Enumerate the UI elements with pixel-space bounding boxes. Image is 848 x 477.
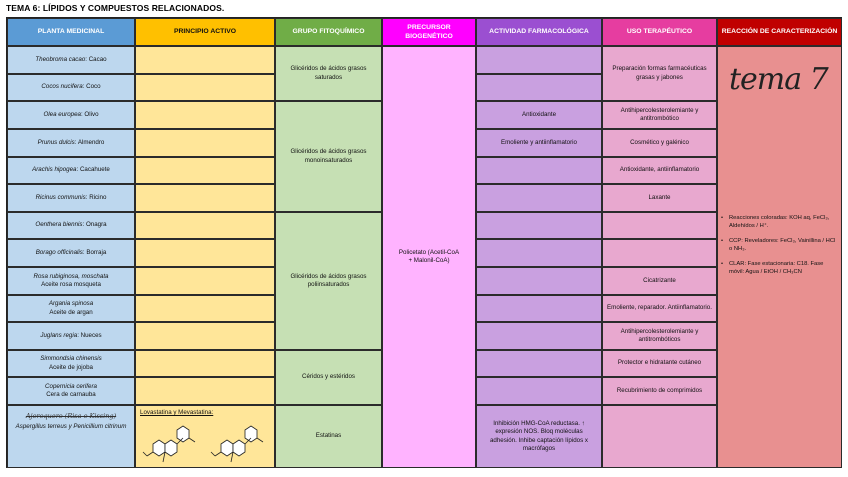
actividad-cell: [476, 295, 602, 322]
uso-cell: Cosmético y galénico: [602, 129, 717, 157]
principio-cell: [135, 350, 275, 377]
grupo-cell: Glicéridos de ácidos grasos monoinsaturados: [275, 101, 382, 212]
plant-row: [7, 350, 135, 377]
actividad-cell: [476, 157, 602, 184]
principio-label: Lovastatina y Mevastatina:: [140, 409, 214, 416]
principio-cell: [135, 74, 275, 101]
table: [6, 17, 842, 468]
principio-cell: [135, 184, 275, 212]
principio-cell: [135, 129, 275, 157]
principio-cell: [135, 157, 275, 184]
principio-cell: [135, 239, 275, 267]
header-reaccion: REACCIÓN DE CARACTERIZACIÓN: [717, 18, 842, 46]
header-planta: PLANTA MEDICINAL: [7, 18, 135, 46]
plant-row: [7, 405, 135, 468]
actividad-cell: Antioxidante: [476, 101, 602, 129]
plant-row: Ricinus communis: Ricino: [7, 184, 135, 212]
plant-common-name: Cacahuete: [79, 166, 110, 174]
plant-row: Theobroma cacao: Cacao: [7, 46, 135, 74]
plant-common-name: Onagra: [85, 221, 107, 229]
actividad-cell: [476, 46, 602, 74]
plant-common-name: Aceite rosa mosqueta: [41, 281, 101, 288]
uso-cell: Emoliente, reparador. Antiinflamatorio.: [602, 295, 717, 322]
plant-scientific-name: Olea europea: [43, 110, 81, 118]
uso-cell: [602, 239, 717, 267]
actividad-cell: [476, 212, 602, 239]
plant-common-name: Olivo: [84, 110, 99, 118]
actividad-cell: [476, 267, 602, 295]
plant-row: Olea europea: Olivo: [7, 101, 135, 129]
actividad-cell: [476, 350, 602, 377]
list-item-text: CLAR: Fase estacionaria: C18. Fase móvil: Agua / EtOH / CH₃CN: [729, 260, 824, 275]
principio-cell: [135, 267, 275, 295]
plant-row: Cocos nucifera: Coco: [7, 74, 135, 101]
uso-cell: [602, 405, 717, 468]
handwritten-note: tema 7: [729, 62, 828, 97]
plant-scientific-name: Copernicia cerifera: [45, 382, 97, 390]
actividad-cell: Inhibición HMG-CoA reductasa. ↑ expresión NOS. Bloq moléculas adhesión. Inhibe captación lípidos x macrófagos: [476, 405, 602, 468]
header-principio: PRINCIPIO ACTIVO: [135, 18, 275, 46]
grupo-cell: Glicéridos de ácidos grasos poliinsaturados: [275, 212, 382, 350]
plant-common-name: Aceite de jojoba: [48, 363, 94, 371]
plant-scientific-name: Simmondsia chinensis: [40, 355, 102, 363]
uso-cell: [602, 212, 717, 239]
plant-row: Oenthera biennis: Onagra: [7, 212, 135, 239]
actividad-cell: [476, 184, 602, 212]
plant-scientific-name: Prunus dulcis: [37, 138, 75, 146]
plant-scientific-name: Oenthera biennis: [35, 221, 83, 229]
list-item-text: Reacciones coloradas: KOH aq, FeCl₃, Aldehídos / H⁺.: [729, 215, 830, 230]
grupo-cell: Glicéridos de ácidos grasos saturados: [275, 46, 382, 101]
header-actividad: ACTIVIDAD FARMACOLÓGICA: [476, 18, 602, 46]
plant-common-name: Coco: [86, 83, 101, 91]
uso-cell: Antioxidante, antiinflamatorio: [602, 157, 717, 184]
list-item-text: CCP: Reveladores: FeCl₃, Vainillina / HCl o NH₃.: [729, 237, 836, 253]
plant-common-name: Nueces: [80, 331, 102, 339]
uso-cell: Protector e hidratante cutáneo: [602, 350, 717, 377]
plant-common-name: Borraja: [86, 248, 107, 256]
plant-scientific-name: Aspergillus terreus y Penicillium citrinum: [15, 422, 127, 430]
principio-cell: [135, 295, 275, 322]
header-grupo: GRUPO FITOQUÍMICO: [275, 18, 382, 46]
actividad-cell: [476, 322, 602, 350]
uso-cell: Cicatrizante: [602, 267, 717, 295]
plant-scientific-name: Argania spinosa: [48, 300, 94, 308]
plant-common-name: Aceite de argan: [49, 308, 93, 316]
plant-common-name: Ricino: [89, 193, 107, 201]
grupo-cell: Estatinas: [275, 405, 382, 468]
actividad-cell: [476, 239, 602, 267]
plant-common-name: Cera de carnauba: [46, 391, 96, 398]
plant-row: [7, 295, 135, 322]
precursor-cell: Policetato (Acetil-CoA + Malonil-CoA): [382, 46, 476, 468]
actividad-cell: [476, 74, 602, 101]
reaccion-list: [721, 214, 837, 282]
plant-scientific-name: Cocos nucifera: [41, 83, 83, 91]
principio-cell: [135, 46, 275, 74]
plant-scientific-name: Juglans regia: [40, 331, 78, 339]
principio-cell: [135, 101, 275, 129]
uso-cell: Antihipercolesterolemiante y antitrombóticos: [602, 322, 717, 350]
uso-cell: Recubrimiento de comprimidos: [602, 377, 717, 405]
list-item: • CLAR: Fase estacionaria: C18. Fase móvil: Agua / EtOH / CH₃CN: [721, 260, 837, 277]
plant-scientific-name: Rosa rubiginosa, moschata: [33, 272, 109, 280]
plant-scientific-name: Ricinus communis: [35, 193, 86, 201]
actividad-cell: Emoliente y antiinflamatorio: [476, 129, 602, 157]
plant-scientific-name: Arachis hipogea: [32, 166, 77, 174]
list-item: • Reacciones coloradas: KOH aq, FeCl₃, Aldehídos / H⁺.: [721, 214, 837, 231]
uso-cell: Laxante: [602, 184, 717, 212]
plant-row: Prunus dulcis: Almendro: [7, 129, 135, 157]
plant-common-name: Almendro: [77, 138, 105, 146]
header-uso: USO TERAPÉUTICO: [602, 18, 717, 46]
grupo-cell: Céridos y estéridos: [275, 350, 382, 405]
principio-cell: [135, 212, 275, 239]
plant-row: Juglans regia: Nueces: [7, 322, 135, 350]
plant-row: [7, 267, 135, 295]
plant-common-name: Cacao: [88, 55, 107, 63]
principio-cell: [135, 377, 275, 405]
plant-scientific-name: Theobroma cacao: [35, 55, 86, 63]
mevastatin-structure-image: [207, 422, 273, 466]
handwritten-note: Ajoroquero (Risa o Kissing): [25, 412, 117, 420]
header-precursor: PRECURSOR BIOGENÉTICO: [382, 18, 476, 46]
plant-row: Borago officinalis: Borraja: [7, 239, 135, 267]
plant-row: Arachis hipogea: Cacahuete: [7, 157, 135, 184]
lovastatin-structure-image: [139, 422, 205, 466]
plant-row: [7, 377, 135, 405]
uso-cell: Antihipercolesterolemiante y antitrombótico: [602, 101, 717, 129]
uso-cell: Preparación formas farmacéuticas grasas y jabones: [602, 46, 717, 101]
actividad-cell: [476, 377, 602, 405]
plant-scientific-name: Borago officinalis: [35, 248, 83, 256]
principio-cell: [135, 322, 275, 350]
page-title: TEMA 6: LÍPIDOS Y COMPUESTOS RELACIONADOS.: [6, 3, 225, 13]
list-item: • CCP: Reveladores: FeCl₃, Vainillina / HCl o NH₃.: [721, 237, 836, 253]
